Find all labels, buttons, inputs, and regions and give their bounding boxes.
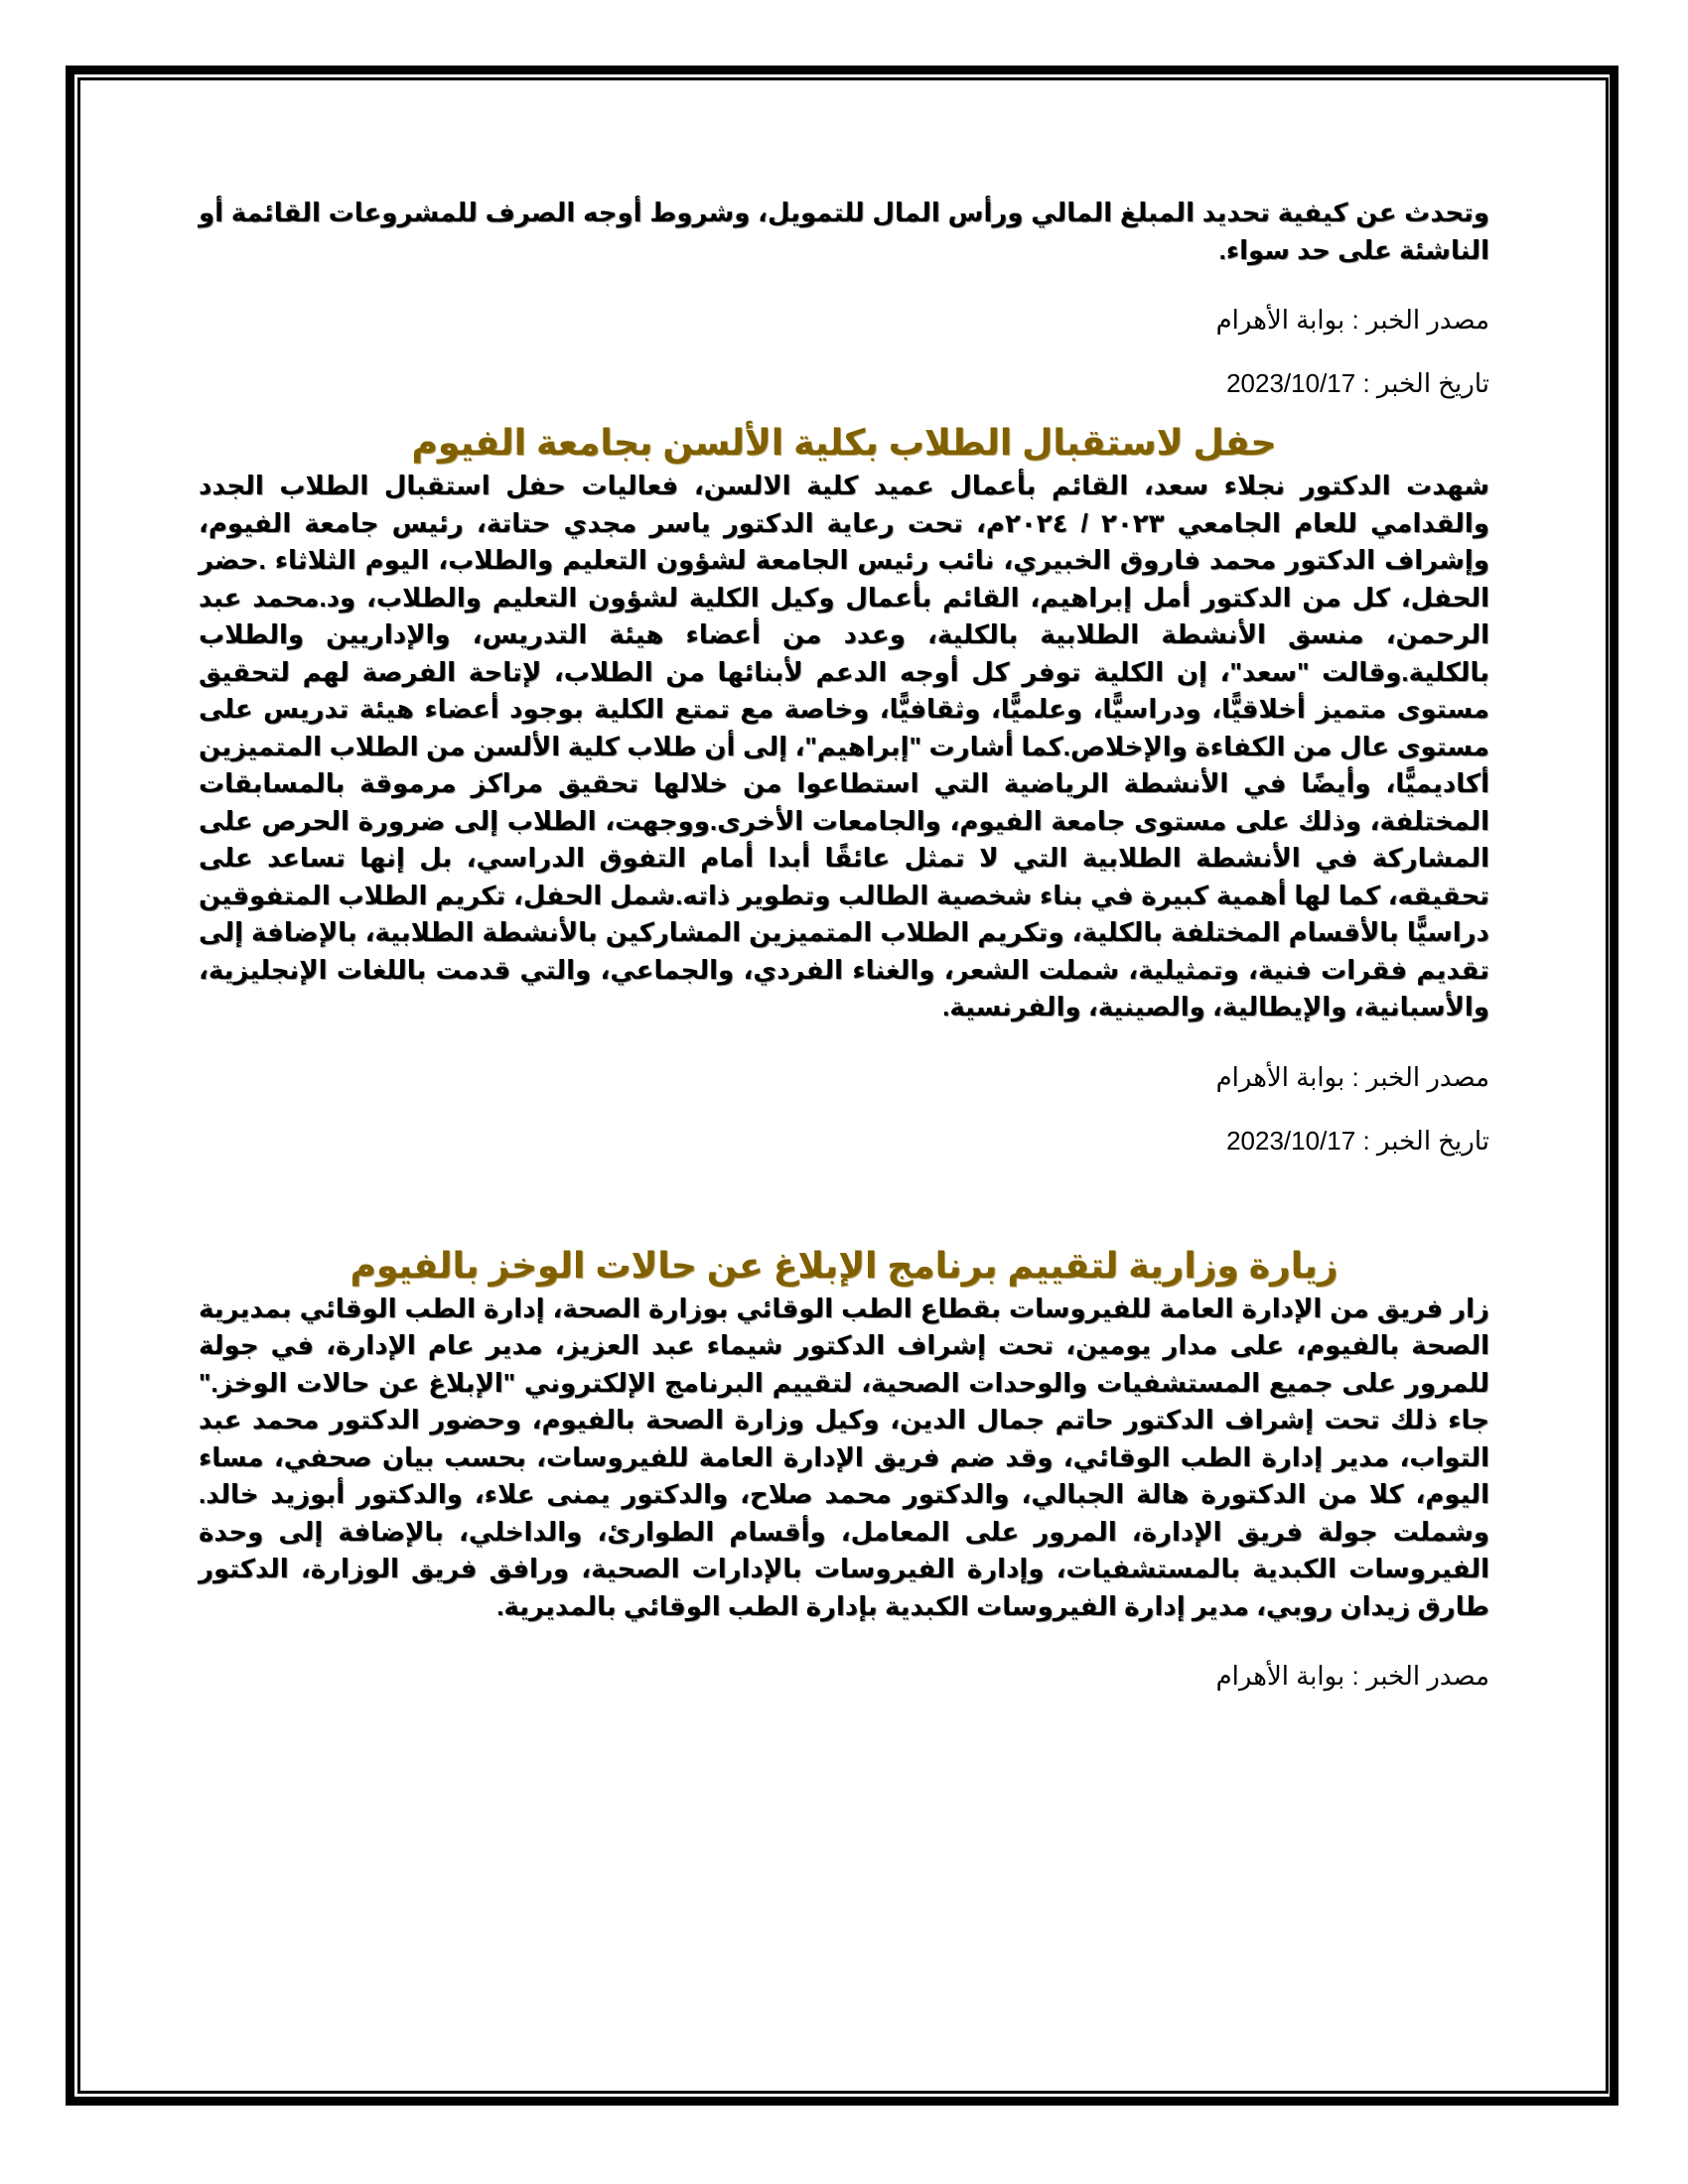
intro-date-line — [199, 366, 1489, 400]
intro-paragraph: وتحدث عن كيفية تحديد المبلغ المالي ورأس المال للتمويل، وشروط أوجه الصرف للمشروعات القائمة أو الناشئة على حد سواء. — [199, 198, 1489, 265]
source-label: مصدر الخبر : — [1351, 1061, 1489, 1092]
date-label: تاريخ الخبر : — [1362, 368, 1489, 398]
date-value: 2023/10/17 — [1226, 1125, 1356, 1156]
article-body: زار فريق من الإدارة العامة للفيروسات بقطاع الطب الوقائي بوزارة الصحة، إدارة الطب الوقائي بمديرية الصحة بالفيوم، على مدار يومين، تحت إشراف الدكتور شيماء عبد العزيز، مدير عام الإدارة، في جولة للمرور على جميع المستشفيات والوحدات الصحية، لتقييم البرنامج الإلكتروني "الإبلاغ عن حالات الوخز." جاء ذلك تحت إشراف الدكتور حاتم جمال الدين، وكيل وزارة الصحة بالفيوم، وحضور الدكتور محمد عبد التواب، مدير إدارة الطب الوقائي، وقد ضم فريق الإدارة العامة للفيروسات، بحسب بيان صحفي، مساء اليوم، كلا من الدكتورة هالة الجبالي، والدكتور محمد صلاح، والدكتور يمنى علاء، والدكتور أبوزيد خالد. وشملت جولة فريق الإدارة، المرور على المعامل، وأقسام الطوارئ، والداخلي، بالإضافة إلى وحدة الفيروسات الكبدية بالمستشفيات، وإدارة الفيروسات بالإدارات الصحية، ورافق فريق الوزارة، الدكتور طارق زيدان روبي، مدير إدارة الفيروسات الكبدية بإدارة الطب الوقائي بالمديرية. — [199, 1293, 1490, 1621]
article-1 — [199, 418, 1489, 1158]
article-2 — [199, 1241, 1489, 1694]
article-date-line — [199, 1124, 1489, 1158]
article-source-line — [199, 1659, 1489, 1693]
article-title: زيارة وزارية لتقييم برنامج الإبلاغ عن حالات الوخز بالفيوم — [350, 1244, 1338, 1286]
intro-source-line — [199, 303, 1489, 337]
article-source-line — [199, 1060, 1489, 1094]
source-value: بوابة الأهرام — [1215, 1661, 1345, 1691]
source-label: مصدر الخبر : — [1351, 1661, 1489, 1691]
source-label: مصدر الخبر : — [1351, 305, 1489, 335]
article-body: شهدت الدكتور نجلاء سعد، القائم بأعمال عميد كلية الالسن، فعاليات حفل استقبال الطلاب الجدد والقدامي للعام الجامعي ٢٠٢٣ / ٢٠٢٤م، تحت رعاية الدكتور ياسر مجدي حتاتة، رئيس جامعة الفيوم، وإشراف الدكتور محمد فاروق الخبيري، نائب رئيس الجامعة لشؤون التعليم والطلاب، اليوم الثلاثاء .حضر الحفل، كل من الدكتور أمل إبراهيم، القائم بأعمال وكيل الكلية لشؤون التعليم والطلاب، ود.محمد عبد الرحمن، منسق الأنشطة الطلابية بالكلية، وعدد من أعضاء هيئة التدريس، والإداريين والطلاب بالكلية.وقالت "سعد"، إن الكلية توفر كل أوجه الدعم لأبنائها من الطلاب، لإتاحة الفرصة لهم لتحقيق مستوى متميز أخلاقيًّا، ودراسيًّا، وعلميًّا، وثقافيًّا، وخاصة مع تمتع الكلية بوجود أعضاء هيئة تدريس على مستوى عال من الكفاءة والإخلاص.كما أشارت "إبراهيم"، إلى أن طلاب كلية الألسن من الطلاب المتميزين أكاديميًّا، وأيضًا في الأنشطة الرياضية التي استطاعوا من خلالها تحقيق مراكز مرموقة بالمسابقات المختلفة، وذلك على مستوى جامعة الفيوم، والجامعات الأخرى.ووجهت، الطلاب إلى ضرورة الحرص على المشاركة في الأنشطة الطلابية التي لا تمثل عائقًا أبدا أمام التفوق الدراسي، بل إنها تساعد على تحقيقه، كما لها أهمية كبيرة في بناء شخصية الطالب وتطوير ذاته.شمل الحفل، تكريم الطلاب المتفوقين دراسيًّا بالأقسام المختلفة بالكلية، وتكريم الطلاب المتميزين المشاركين بالأنشطة الطلابية، بالإضافة إلى تقديم فقرات فنية، وتمثيلية، شملت الشعر، والغناء الفردي، والجماعي، والتي قدمت باللغات الإنجليزية، والأسبانية، والإيطالية، والصينية، والفرنسية. — [199, 471, 1489, 1022]
article-title: حفل لاستقبال الطلاب بكلية الألسن بجامعة الفيوم — [411, 422, 1277, 463]
document-page — [199, 195, 1489, 1693]
source-value: بوابة الأهرام — [1215, 1061, 1345, 1092]
source-value: بوابة الأهرام — [1215, 305, 1345, 335]
date-value: 2023/10/17 — [1226, 368, 1356, 398]
date-label: تاريخ الخبر : — [1362, 1125, 1489, 1156]
